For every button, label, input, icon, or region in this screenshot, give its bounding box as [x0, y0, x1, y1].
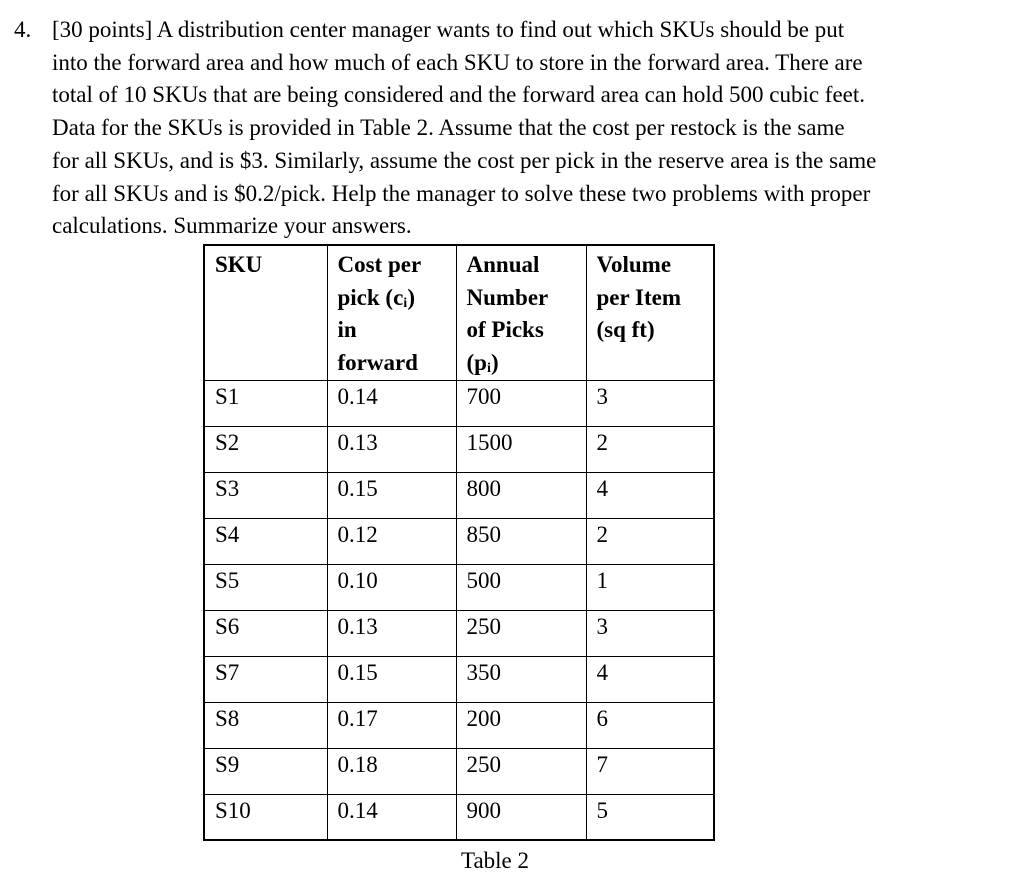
cell-annual-picks: 1500: [456, 426, 586, 472]
question-text: [52, 14, 972, 243]
cell-annual-picks: 900: [456, 794, 586, 840]
header-annual-picks: [456, 245, 586, 380]
cell-cost-per-pick: 0.15: [327, 656, 456, 702]
header-line: Volume: [596, 252, 672, 277]
question-line: into the forward area and how much of each SKU to store in the forward area. There are: [52, 49, 863, 75]
cell-cost-per-pick: 0.14: [327, 380, 456, 426]
sku-table-container: [203, 244, 715, 841]
cell-cost-per-pick: 0.18: [327, 748, 456, 794]
cell-volume: 3: [586, 610, 714, 656]
sku-data-table: [203, 244, 715, 841]
cell-volume: 1: [586, 564, 714, 610]
header-line: (sq ft): [596, 317, 655, 342]
question-line: for all SKUs and is $0.2/pick. Help the manager to solve these two problems with proper: [52, 180, 871, 206]
header-line: forward: [337, 349, 418, 375]
cell-cost-per-pick: 0.17: [327, 702, 456, 748]
cell-volume: 4: [586, 472, 714, 518]
cell-sku: S5: [204, 564, 327, 610]
table-row: [204, 794, 714, 840]
header-volume-per-item: [586, 245, 714, 380]
cell-volume: 6: [586, 702, 714, 748]
header-line: Annual: [466, 252, 540, 277]
cell-annual-picks: 250: [456, 748, 586, 794]
cell-annual-picks: 850: [456, 518, 586, 564]
header-line: in: [337, 317, 357, 342]
question-line: for all SKUs, and is $3. Similarly, assume the cost per pick in the reserve area is the same: [52, 147, 877, 173]
cell-sku: S10: [204, 794, 327, 840]
cell-volume: 2: [586, 518, 714, 564]
cell-annual-picks: 250: [456, 610, 586, 656]
cell-cost-per-pick: 0.13: [327, 426, 456, 472]
cell-cost-per-pick: 0.14: [327, 794, 456, 840]
table-row: [204, 472, 714, 518]
cell-volume: 3: [586, 380, 714, 426]
cell-sku: S6: [204, 610, 327, 656]
table-body: [204, 380, 714, 840]
table-row: [204, 518, 714, 564]
cell-volume: 2: [586, 426, 714, 472]
cell-annual-picks: 350: [456, 656, 586, 702]
header-line: pick (cᵢ): [337, 284, 416, 310]
cell-cost-per-pick: 0.13: [327, 610, 456, 656]
header-line: Number: [466, 284, 549, 310]
table-row: [204, 748, 714, 794]
table-row: [204, 564, 714, 610]
header-line: Cost per: [337, 252, 422, 277]
question-line: calculations. Summarize your answers.: [52, 213, 412, 239]
cell-sku: S7: [204, 656, 327, 702]
table-row: [204, 610, 714, 656]
cell-annual-picks: 500: [456, 564, 586, 610]
cell-volume: 4: [586, 656, 714, 702]
cell-annual-picks: 700: [456, 380, 586, 426]
cell-annual-picks: 200: [456, 702, 586, 748]
header-sku: [204, 245, 327, 380]
cell-sku: S9: [204, 748, 327, 794]
table-caption: Table 2: [461, 848, 530, 873]
question-line: [30 points] A distribution center manager wants to find out which SKUs should be put: [52, 17, 845, 42]
cell-annual-picks: 800: [456, 472, 586, 518]
cell-sku: S3: [204, 472, 327, 518]
cell-volume: 5: [586, 794, 714, 840]
cell-volume: 7: [586, 748, 714, 794]
question-line: total of 10 SKUs that are being considered and the forward area can hold 500 cubic feet.: [52, 82, 866, 108]
cell-cost-per-pick: 0.10: [327, 564, 456, 610]
cell-sku: S4: [204, 518, 327, 564]
cell-sku: S2: [204, 426, 327, 472]
question-line: Data for the SKUs is provided in Table 2. Assume that the cost per restock is the same: [52, 115, 845, 141]
table-row: [204, 702, 714, 748]
question-number: 4.: [14, 17, 32, 42]
cell-cost-per-pick: 0.12: [327, 518, 456, 564]
table-header-row: [204, 245, 714, 380]
table-row: [204, 656, 714, 702]
cell-sku: S1: [204, 380, 327, 426]
table-row: [204, 380, 714, 426]
header-cost-per-pick: [327, 245, 456, 380]
header-line: SKU: [215, 252, 263, 277]
header-line: of Picks: [466, 317, 544, 342]
question-block: [14, 14, 1014, 243]
table-row: [204, 426, 714, 472]
cell-cost-per-pick: 0.15: [327, 472, 456, 518]
header-line: per Item: [596, 284, 682, 310]
cell-sku: S8: [204, 702, 327, 748]
header-line: (pᵢ): [466, 349, 499, 375]
